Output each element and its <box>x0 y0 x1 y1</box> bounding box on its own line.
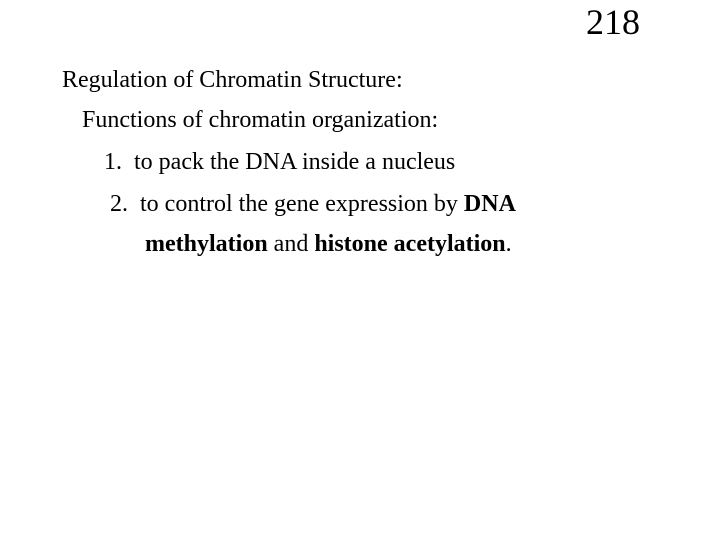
slide-heading: Regulation of Chromatin Structure: <box>62 67 403 93</box>
list-item-2-continuation <box>145 230 512 258</box>
list-item-2-text: to control the gene expression by <box>140 191 458 217</box>
slide-subheading: Functions of chromatin organization: <box>82 107 439 133</box>
page-number: 218 <box>586 2 640 42</box>
list-item-2-number: 2. <box>110 191 128 217</box>
list-item-2-bold-methylation: methylation <box>145 231 268 257</box>
list-item-1-number: 1. <box>104 149 122 175</box>
list-item-2 <box>110 190 516 218</box>
list-item-2-bold-dna: DNA <box>463 191 516 217</box>
list-item-2-bold-acetylation: histone acetylation <box>314 231 506 257</box>
list-item-2-end: . <box>505 231 512 257</box>
list-item-1 <box>104 148 455 176</box>
list-item-1-text: to pack the DNA inside a nucleus <box>134 149 456 175</box>
list-item-2-middle: and <box>273 231 309 257</box>
